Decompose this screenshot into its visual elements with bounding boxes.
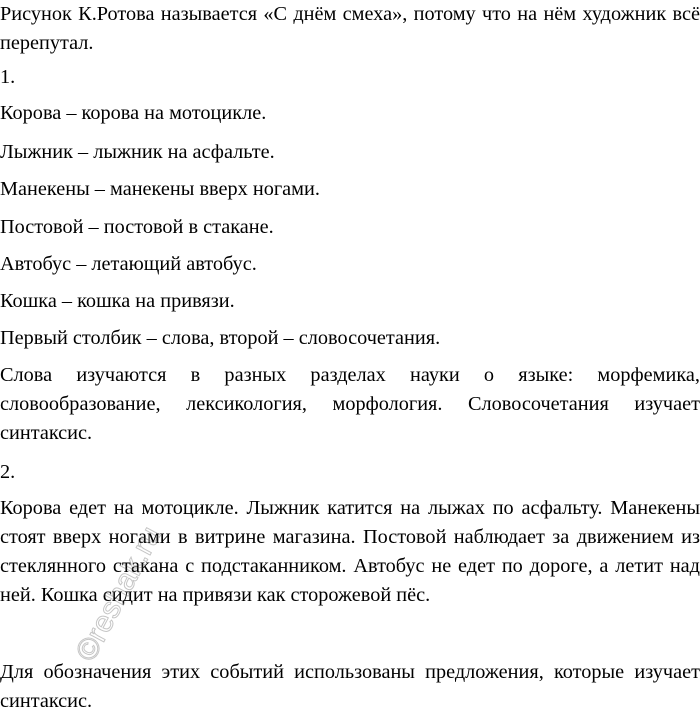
section-2-conclusion: Для обозначения этих событий использованы предложения, которые изучает синтаксис. xyxy=(0,661,700,712)
pair-item-6: Кошка – кошка на привязи. xyxy=(0,290,235,312)
pair-item-3: Манекены – манекены вверх ногами. xyxy=(0,178,320,200)
section-1-number: 1. xyxy=(0,66,16,88)
pair-item-1: Корова – корова на мотоцикле. xyxy=(0,102,267,124)
watermark: ©reshak.ru xyxy=(69,521,168,667)
intro-paragraph: Рисунок К.Ротова называется «С днём смеха», потому что на нём художник всё перепутал. xyxy=(0,3,700,54)
section-1-explanation: Слова изучаются в разных разделах науки о языке: морфемика, словообразование, лексикология, морфология. Словосочетания изучает синтаксис. xyxy=(0,364,700,444)
pair-item-2: Лыжник – лыжник на асфальте. xyxy=(0,141,275,163)
section-2-text: Корова едет на мотоцикле. Лыжник катится на лыжах по асфальту. Манекены стоят вверх ногами в витрине магазина. Постовой наблюдает за движением из стеклянного стакана с подстаканником. Автобус не едет по дороге, а летит над ней. Кошка сидит на привязи как сторожевой пёс. xyxy=(0,497,700,606)
section-2-number: 2. xyxy=(0,461,16,483)
pair-item-5: Автобус – летающий автобус. xyxy=(0,253,257,275)
pair-item-4: Постовой – постовой в стакане. xyxy=(0,216,274,238)
section-1-summary: Первый столбик – слова, второй – словосочетания. xyxy=(0,327,441,349)
